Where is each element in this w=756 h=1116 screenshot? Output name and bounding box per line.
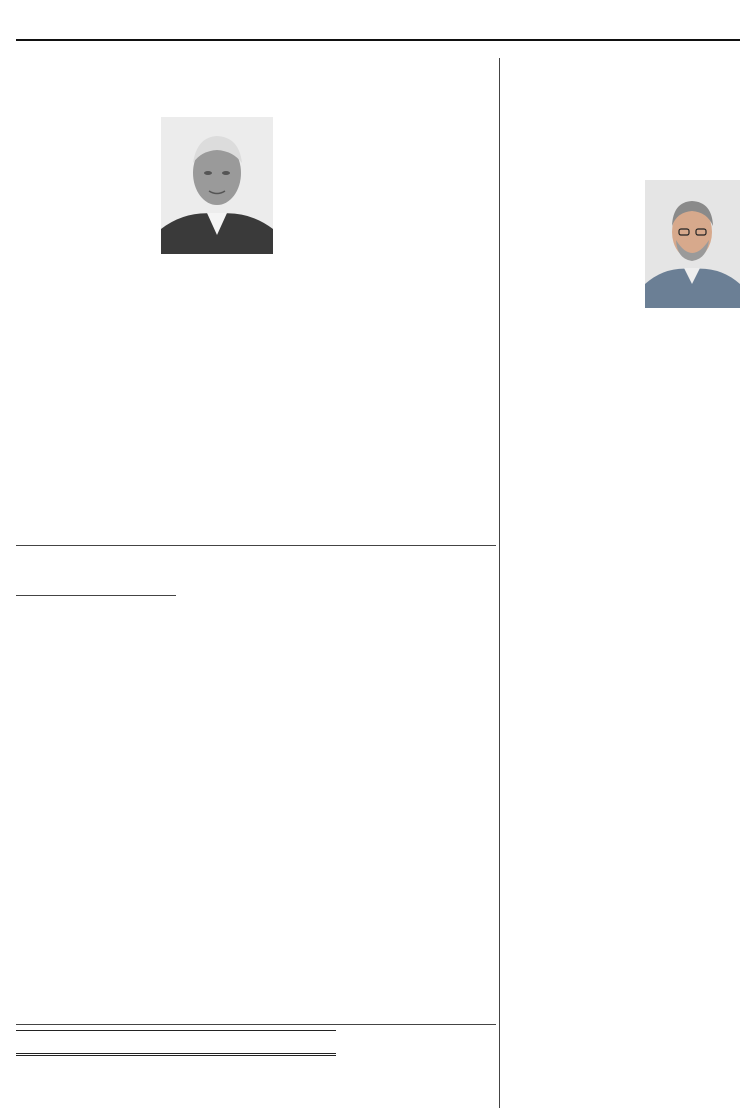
article2-col1 — [16, 600, 176, 1018]
page-header — [16, 7, 740, 41]
dan-walters-photo — [161, 117, 273, 254]
article3-body-narrow — [508, 202, 638, 310]
column-divider — [499, 58, 500, 1108]
masthead-logo — [16, 1030, 336, 1056]
article3-bio — [508, 1049, 740, 1105]
article2-col2 — [181, 621, 339, 1018]
article2-col3 — [344, 586, 496, 1018]
article1-col2-narrow — [278, 116, 330, 257]
divider — [16, 545, 496, 546]
article3-body-main — [508, 311, 740, 1045]
article1-col2 — [161, 265, 330, 536]
headshot-image — [645, 180, 740, 308]
article1-col3 — [336, 116, 494, 416]
jon-mays-photo — [645, 180, 740, 308]
article1-col1 — [16, 116, 156, 536]
divider — [16, 595, 176, 596]
article1-bio — [336, 418, 494, 536]
headshot-image — [161, 117, 273, 254]
divider — [16, 1024, 496, 1025]
